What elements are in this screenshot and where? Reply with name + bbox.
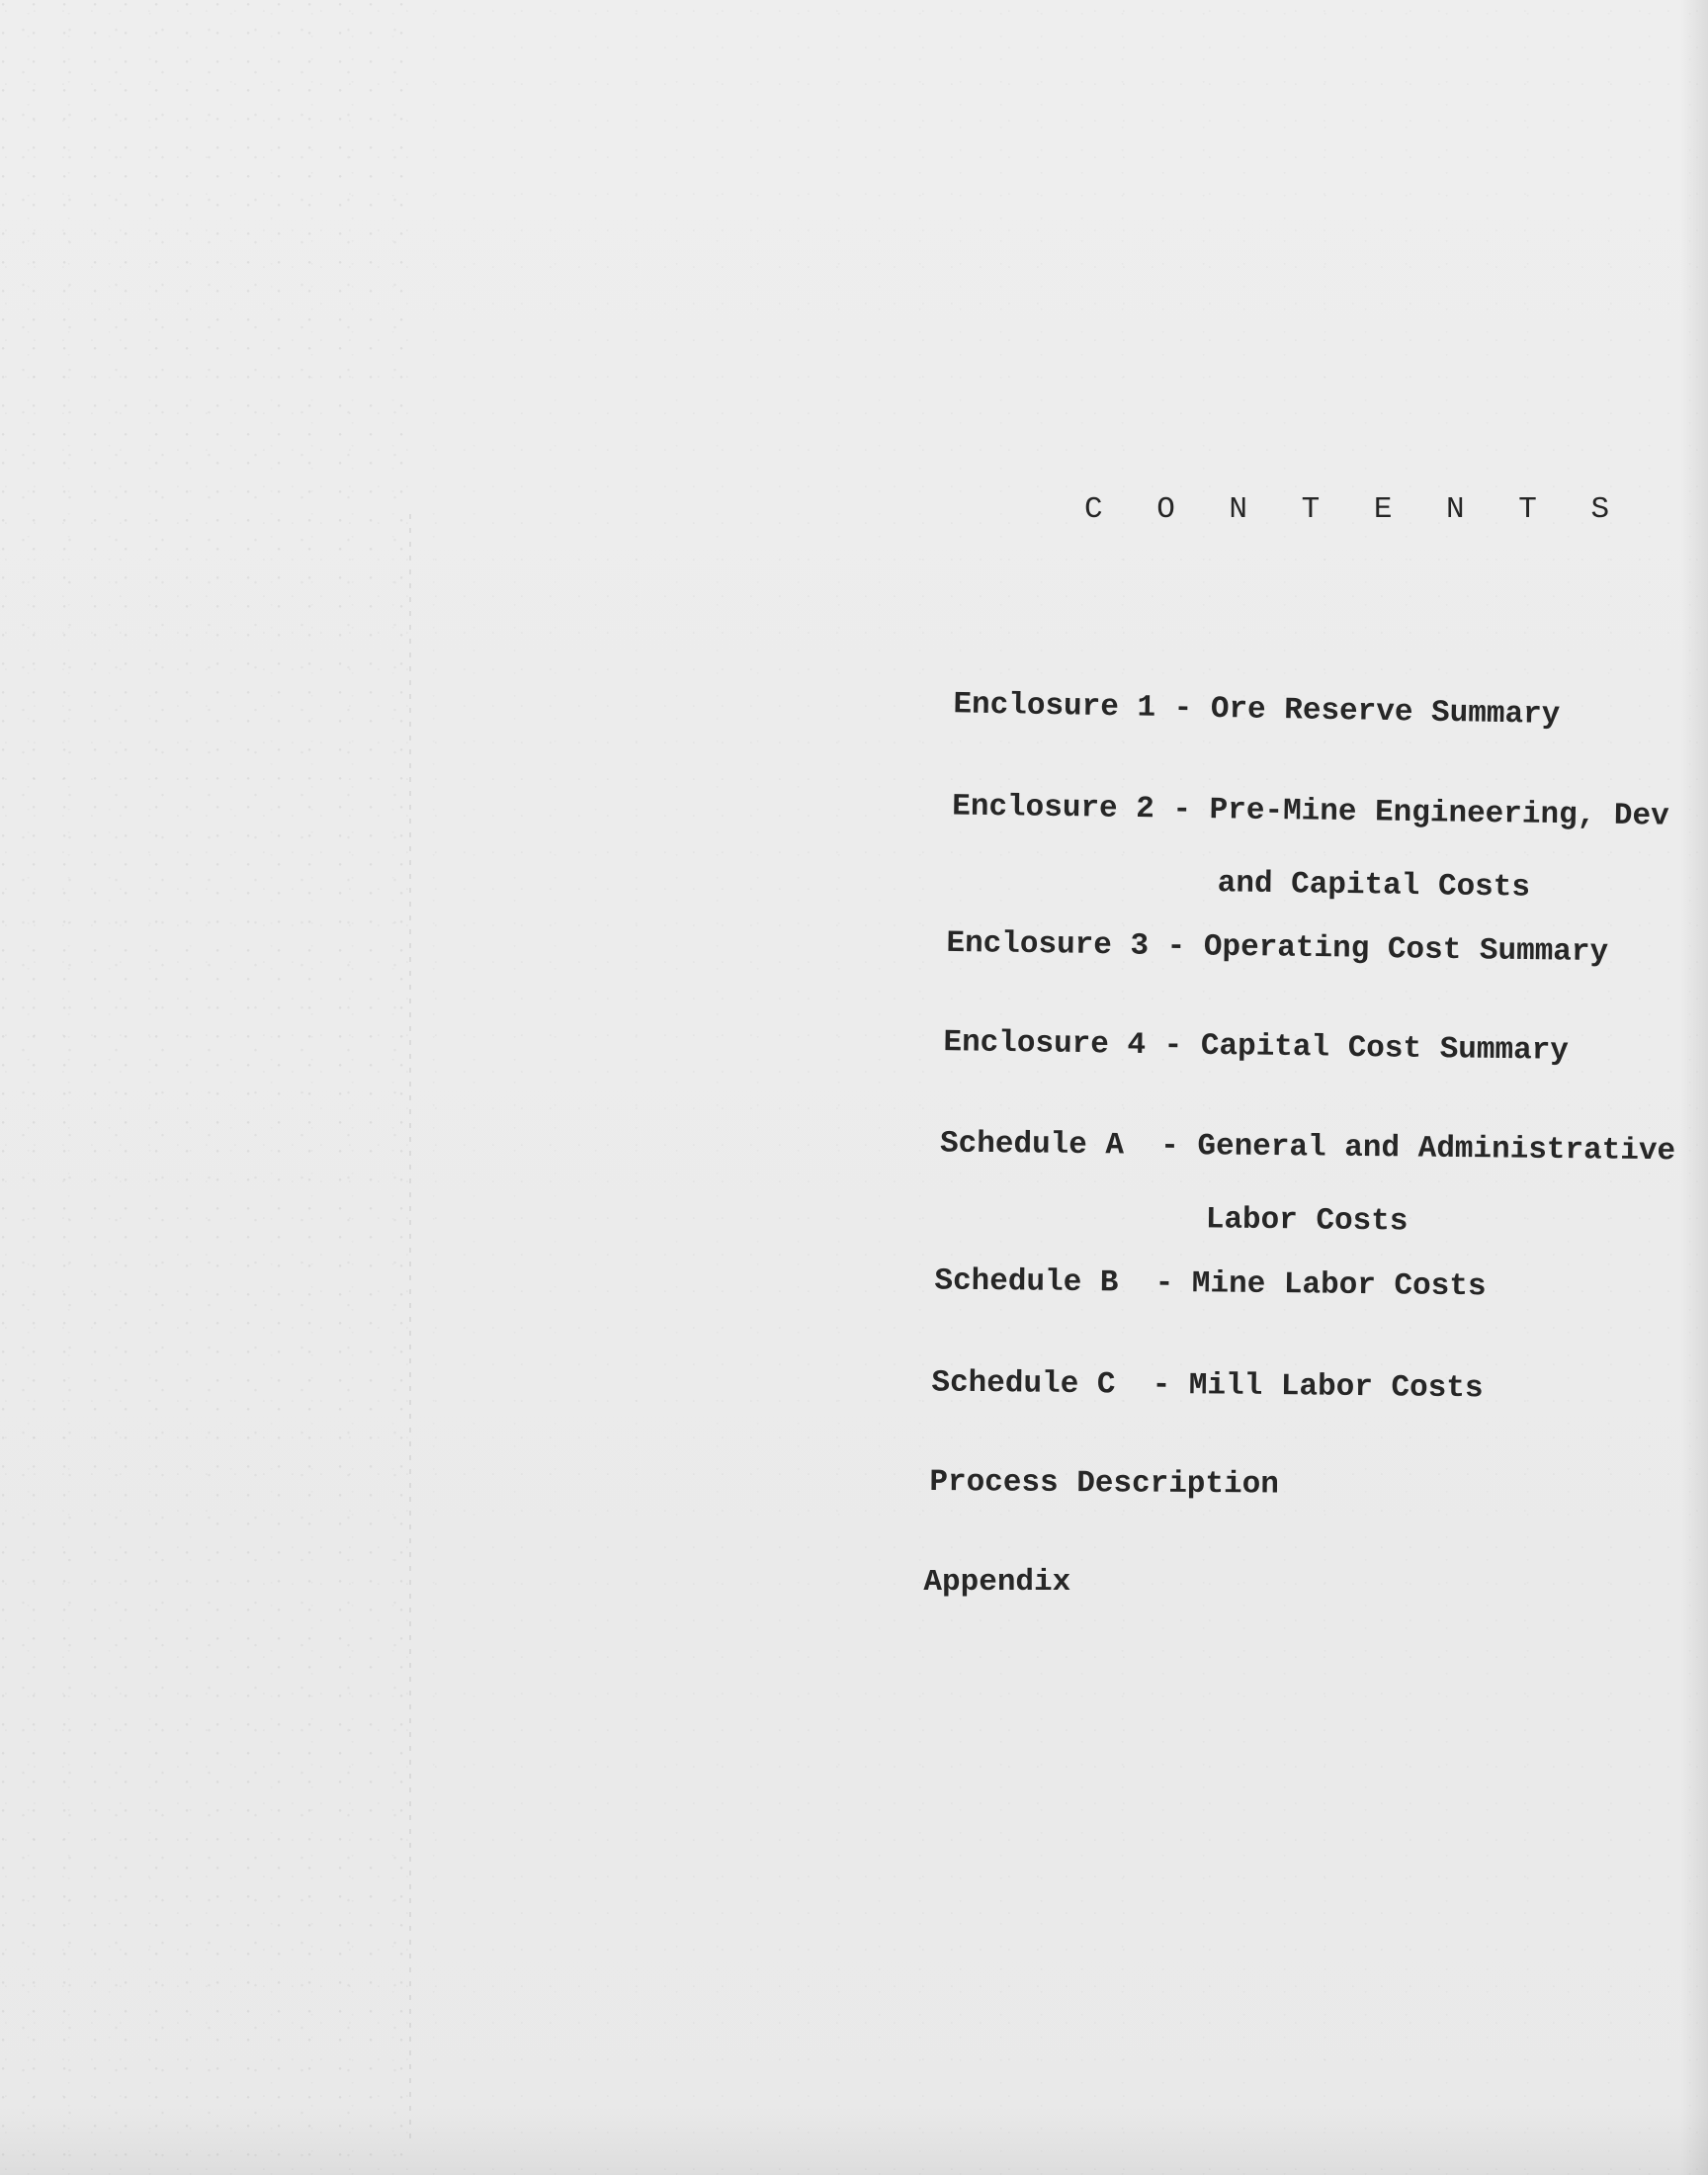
contents-title: C O N T E N T S <box>1084 492 1628 527</box>
toc-entry-label: Enclosure 3 - Operating Cost Summary <box>946 925 1609 971</box>
toc-entry-continuation: and Capital Costs <box>1217 866 1531 906</box>
toc-entry-continuation: Labor Costs <box>1205 1202 1409 1240</box>
toc-entry-label: Appendix <box>923 1565 1071 1600</box>
toc-entry-label: Enclosure 4 - Capital Cost Summary <box>943 1025 1570 1069</box>
toc-entry-label: Schedule A - General and Administrative <box>939 1126 1676 1170</box>
page-speckles <box>0 0 415 2175</box>
toc-entry-label: Process Description <box>929 1465 1280 1503</box>
toc-entry-enclosure-4 <box>869 987 1569 1106</box>
page-fold-line <box>409 514 411 2145</box>
right-edge-shadow <box>1680 0 1708 2175</box>
toc-entry-schedule-b <box>860 1226 1487 1343</box>
toc-entry-label: Schedule B - Mine Labor Costs <box>934 1263 1487 1305</box>
toc-entry-label: Enclosure 2 - Pre-Mine Engineering, Dev <box>951 789 1669 834</box>
toc-entry-appendix <box>850 1527 1070 1637</box>
toc-entry-schedule-c <box>857 1328 1484 1444</box>
bottom-edge-shadow <box>0 2106 1708 2175</box>
toc-entry-process-description <box>856 1428 1280 1540</box>
toc-entry-label: Schedule C - Mill Labor Costs <box>931 1365 1484 1407</box>
toc-entry-label: Enclosure 1 - Ore Reserve Summary <box>953 687 1561 734</box>
